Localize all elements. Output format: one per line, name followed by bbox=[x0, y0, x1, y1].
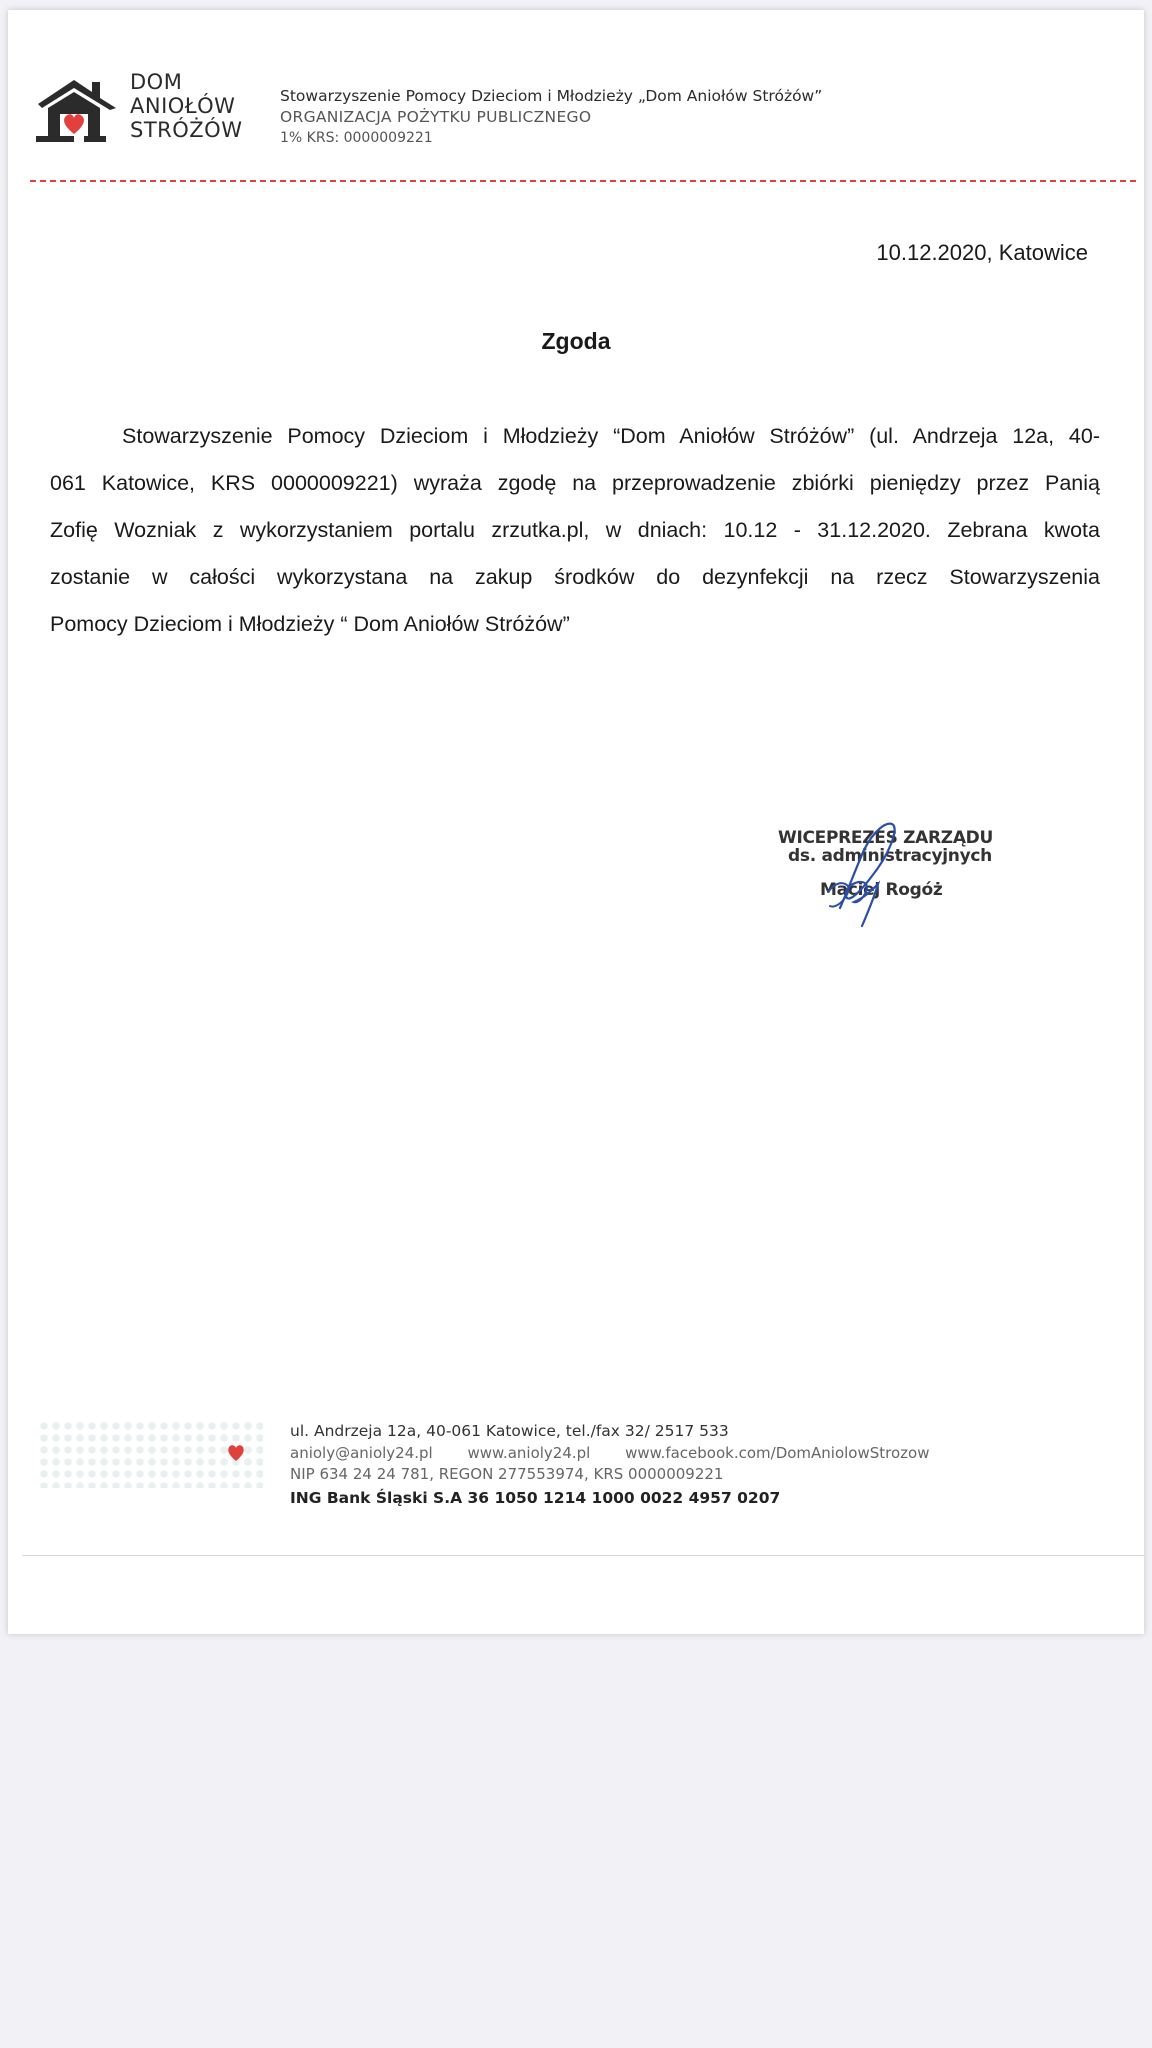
body-line: Pomocy Dzieciom i Młodzieży “ Dom Aniołów Stróżów” bbox=[50, 612, 570, 636]
organization-type: ORGANIZACJA POŻYTKU PUBLICZNEGO bbox=[280, 108, 592, 126]
letter-page bbox=[8, 10, 1144, 1634]
footer-registry: NIP 634 24 24 781, REGON 277553974, KRS 0000009221 bbox=[290, 1465, 724, 1483]
organization-name: Stowarzyszenie Pomocy Dzieciom i Młodzieży „Dom Aniołów Stróżów” bbox=[280, 87, 823, 105]
signature-name: Maciej Rogóż bbox=[820, 880, 943, 900]
signature-role: WICEPREZES ZARZĄDU bbox=[778, 828, 994, 848]
letter-body bbox=[50, 413, 1100, 648]
letter-title: Zgoda bbox=[541, 328, 611, 354]
handwritten-signature-icon bbox=[768, 780, 948, 940]
footer-links bbox=[290, 1442, 958, 1464]
house-heart-icon bbox=[34, 74, 120, 146]
header-divider bbox=[30, 180, 1136, 182]
footer-bank-account: ING Bank Śląski S.A 36 1050 1214 1000 0022 4957 0207 bbox=[290, 1489, 781, 1507]
footer-email-link[interactable]: anioly@anioly24.pl bbox=[290, 1444, 433, 1462]
body-line: Stowarzyszenie Pomocy Dzieciom i Młodzieży “Dom Aniołów Stróżów” (ul. Andrzeja 12a, 40- bbox=[122, 424, 1100, 448]
date-place: 10.12.2020, Katowice bbox=[876, 240, 1088, 265]
signature-block bbox=[768, 820, 1008, 930]
logo-line-3: STRÓŻÓW bbox=[130, 118, 243, 142]
heart-icon bbox=[226, 1442, 246, 1462]
footer-divider bbox=[22, 1555, 1144, 1556]
logo-line-2: ANIOŁÓW bbox=[130, 94, 236, 118]
organization-info bbox=[280, 86, 822, 148]
organization-logo bbox=[34, 70, 254, 162]
body-line: Zofię Wozniak z wykorzystaniem portalu zrzutka.pl, w dniach: 10.12 - 31.12.2020. Zebrana kwota bbox=[50, 518, 1100, 542]
footer-website-link[interactable]: www.anioly24.pl bbox=[467, 1444, 591, 1462]
footer-facebook-link[interactable]: www.facebook.com/DomAniolowStrozow bbox=[625, 1444, 930, 1462]
body-line: 061 Katowice, KRS 0000009221) wyraża zgodę na przeprowadzenie zbiórki pieniędzy przez Panią bbox=[50, 471, 1100, 495]
logo-line-1: DOM bbox=[130, 70, 183, 94]
footer-contact bbox=[290, 1420, 958, 1511]
organization-krs: 1% KRS: 0000009221 bbox=[280, 130, 433, 146]
body-line: zostanie w całości wykorzystana na zakup środków do dezynfekcji na rzecz Stowarzyszenia bbox=[50, 565, 1100, 589]
logo-wordmark bbox=[130, 70, 242, 142]
footer-address: ul. Andrzeja 12a, 40-061 Katowice, tel./fax 32/ 2517 533 bbox=[290, 1422, 729, 1440]
signature-department: ds. administracyjnych bbox=[788, 846, 992, 866]
